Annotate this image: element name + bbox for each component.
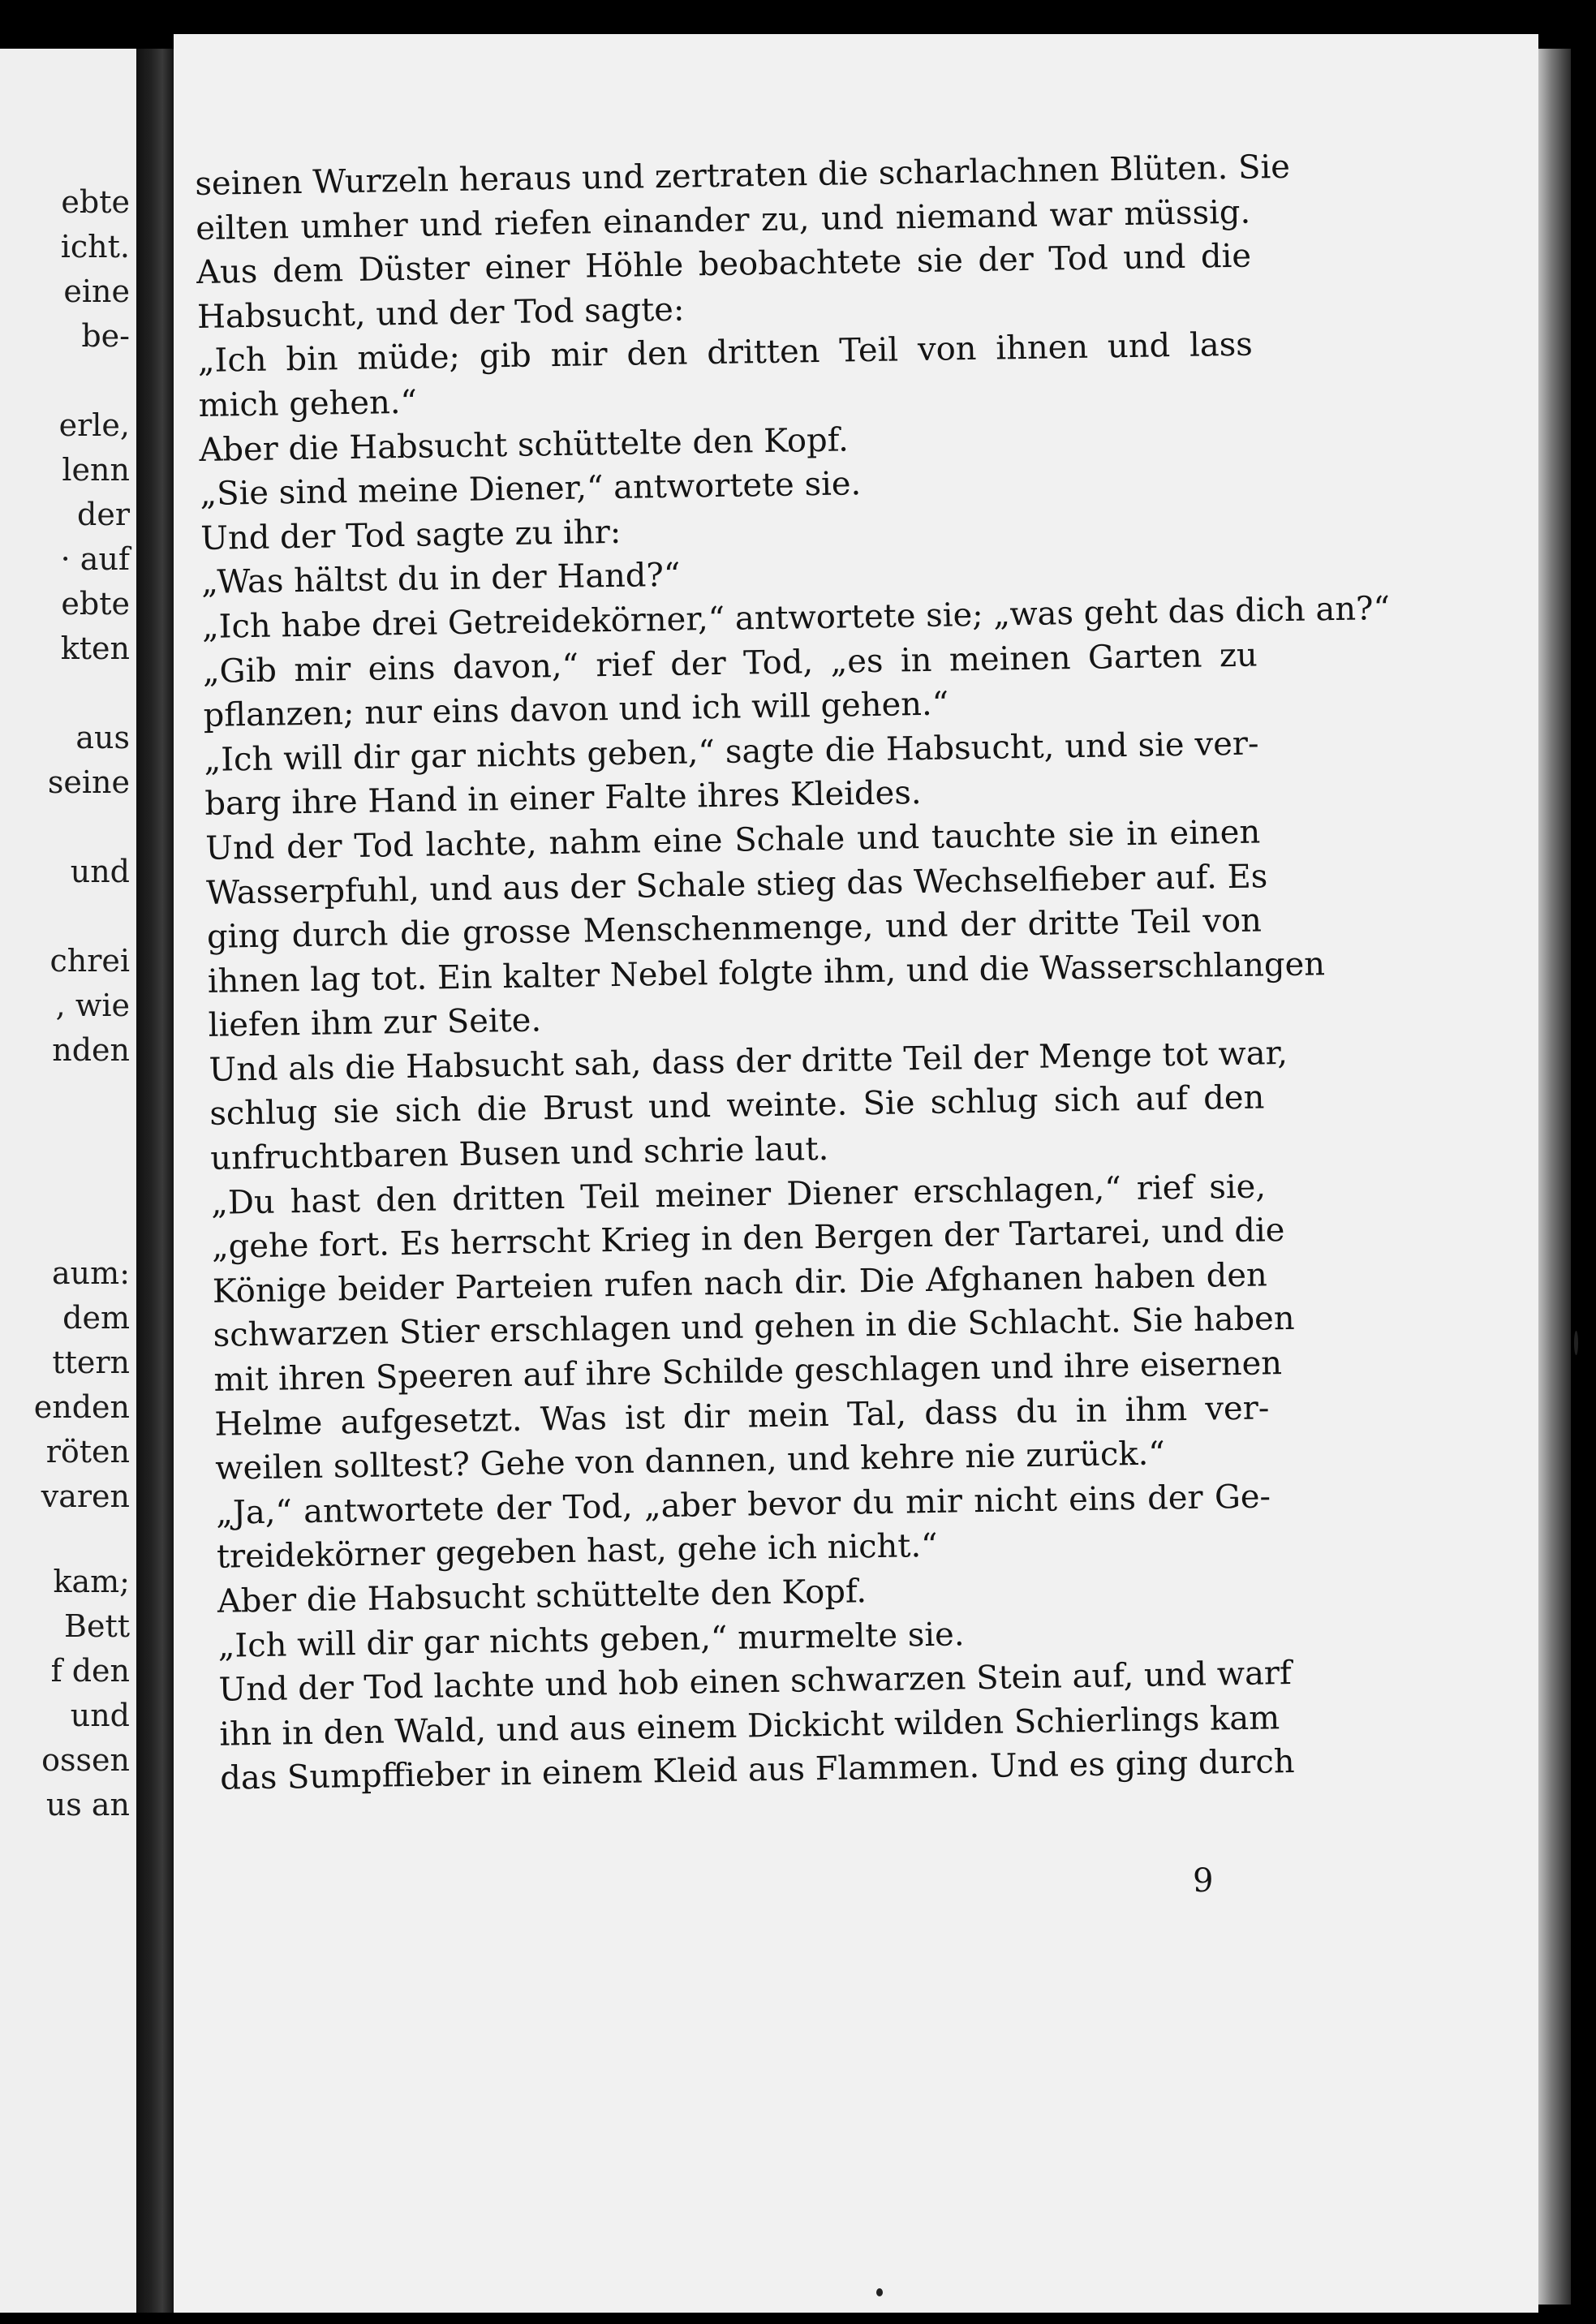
left-line-fragment: icht.: [60, 229, 130, 265]
left-line-fragment: und: [70, 854, 130, 889]
left-line-fragment: röten: [45, 1434, 130, 1470]
text-line: mit ihren Speeren auf ihre Schilde geschlagen und ihre eisernen: [213, 1345, 1283, 1399]
left-line-fragment: · auf: [60, 541, 130, 577]
text-line: Aber die Habsucht schüttelte den Kopf.: [217, 1573, 867, 1620]
left-line-fragment: eine: [63, 273, 130, 309]
text-line: weilen solltest? Gehe von dannen, und kehre nie zurück.“: [214, 1435, 1166, 1488]
text-line: Habsucht, und der Tod sagte:: [196, 290, 685, 336]
body-text: [195, 146, 1391, 1801]
text-line: mich gehen.“: [198, 383, 418, 424]
left-line-fragment: be-: [81, 318, 130, 354]
text-line: Und der Tod lachte und hob einen schwarzen Stein auf, und warf: [218, 1655, 1293, 1709]
left-line-fragment: ebte: [61, 184, 130, 220]
left-line-fragment: chrei: [49, 943, 130, 979]
left-line-fragment: f den: [50, 1653, 130, 1689]
left-line-fragment: der: [77, 497, 130, 532]
left-line-fragment: , wie: [55, 988, 130, 1023]
text-line: „Du hast den dritten Teil meiner Diener erschlagen,“ rief sie,: [210, 1168, 1267, 1222]
text-line: unfruchtbaren Busen und schrie laut.: [209, 1130, 829, 1177]
left-line-fragment: ebte: [61, 586, 130, 622]
book-gutter: [136, 49, 174, 2313]
left-line-fragment: kam;: [53, 1564, 130, 1599]
text-line: „Was hältst du in der Hand?“: [200, 557, 681, 602]
page-number: 9: [1193, 1862, 1214, 1900]
text-line: „Ich will dir gar nichts geben,“ sagte die Habsucht, und sie ver-: [204, 725, 1259, 779]
left-line-fragment: ossen: [41, 1742, 130, 1778]
text-line: eilten umher und riefen einander zu, und niemand war müssig.: [195, 193, 1251, 247]
text-line: Und als die Habsucht sah, dass der dritte Teil der Menge tot war,: [209, 1034, 1288, 1089]
text-line: pflanzen; nur eins davon und ich will gehen.“: [203, 685, 949, 735]
left-line-fragment: und: [70, 1698, 130, 1733]
text-line: schwarzen Stier erschlagen und gehen in die Schlacht. Sie haben: [213, 1300, 1295, 1355]
left-line-fragment: aus: [75, 720, 130, 755]
text-line: ihn in den Wald, und aus einem Dickicht wilden Schierlings kam: [219, 1699, 1280, 1754]
text-line: liefen ihm zur Seite.: [208, 1001, 542, 1045]
page-edge: [1538, 49, 1571, 2305]
left-line-fragment: us an: [45, 1787, 130, 1823]
text-line: ging durch die grosse Menschenmenge, und der dritte Teil von: [206, 902, 1263, 956]
text-line: „Ich habe drei Getreidekörner,“ antwortete sie; „was geht das dich an?“: [201, 589, 1391, 646]
left-line-fragment: seine: [47, 764, 130, 800]
text-line: „Ich bin müde; gib mir den dritten Teil von ihnen und lass: [197, 325, 1254, 381]
text-line: Könige beider Parteien rufen nach dir. Die Afghanen haben den: [212, 1256, 1268, 1310]
text-line: Helme aufgesetzt. Was ist dir mein Tal, dass du in ihm ver-: [214, 1389, 1270, 1444]
dust-speck: [876, 2288, 883, 2296]
text-line: Wasserpfuhl, und aus der Schale stieg das Wechselfieber auf. Es: [205, 857, 1268, 912]
text-line: „gehe fort. Es herrscht Krieg in den Bergen der Tartarei, und die: [211, 1211, 1285, 1267]
text-line: Und der Tod lachte, nahm eine Schale und tauchte sie in einen: [204, 813, 1261, 867]
left-page-fragment: [0, 49, 136, 2313]
left-line-fragment: aum:: [52, 1255, 130, 1291]
text-line: „Ja,“ antwortete der Tod, „aber bevor du mir nicht eins der Ge-: [215, 1478, 1271, 1532]
text-line: schlug sie sich die Brust und weinte. Sie schlug sich auf den: [209, 1078, 1265, 1134]
text-line: Aus dem Düster einer Höhle beobachtete sie der Tod und die: [196, 237, 1252, 292]
text-line: „Sie sind meine Diener,“ antwortete sie.: [200, 465, 862, 514]
text-line: ihnen lag tot. Ein kalter Nebel folgte ihm, und die Wasserschlangen: [207, 945, 1326, 1001]
left-line-fragment: varen: [41, 1478, 130, 1514]
left-line-fragment: Bett: [64, 1608, 130, 1644]
left-line-fragment: dem: [62, 1300, 130, 1336]
dust-speck: [1574, 1331, 1578, 1355]
text-line: barg ihre Hand in einer Falte ihres Kleides.: [204, 774, 922, 824]
text-line: Aber die Habsucht schüttelte den Kopf.: [199, 420, 850, 469]
text-line: seinen Wurzeln heraus und zertraten die scharlachnen Blüten. Sie: [195, 148, 1291, 203]
text-line: treidekörner gegeben hast, gehe ich nicht.“: [216, 1527, 938, 1577]
text-line: „Gib mir eins davon,“ rief der Tod, „es in meinen Garten zu: [202, 636, 1258, 691]
text-line: „Ich will dir gar nichts geben,“ murmelte sie.: [217, 1615, 965, 1665]
left-line-fragment: lenn: [62, 452, 130, 488]
left-line-fragment: kten: [60, 630, 130, 666]
left-line-fragment: erle,: [58, 407, 130, 443]
left-line-fragment: enden: [33, 1389, 130, 1425]
left-line-fragment: ttern: [52, 1345, 130, 1380]
text-line: das Sumpffieber in einem Kleid aus Flammen. Und es ging durch: [219, 1743, 1295, 1798]
text-line: Und der Tod sagte zu ihr:: [200, 513, 622, 557]
left-line-fragment: nden: [52, 1032, 130, 1068]
